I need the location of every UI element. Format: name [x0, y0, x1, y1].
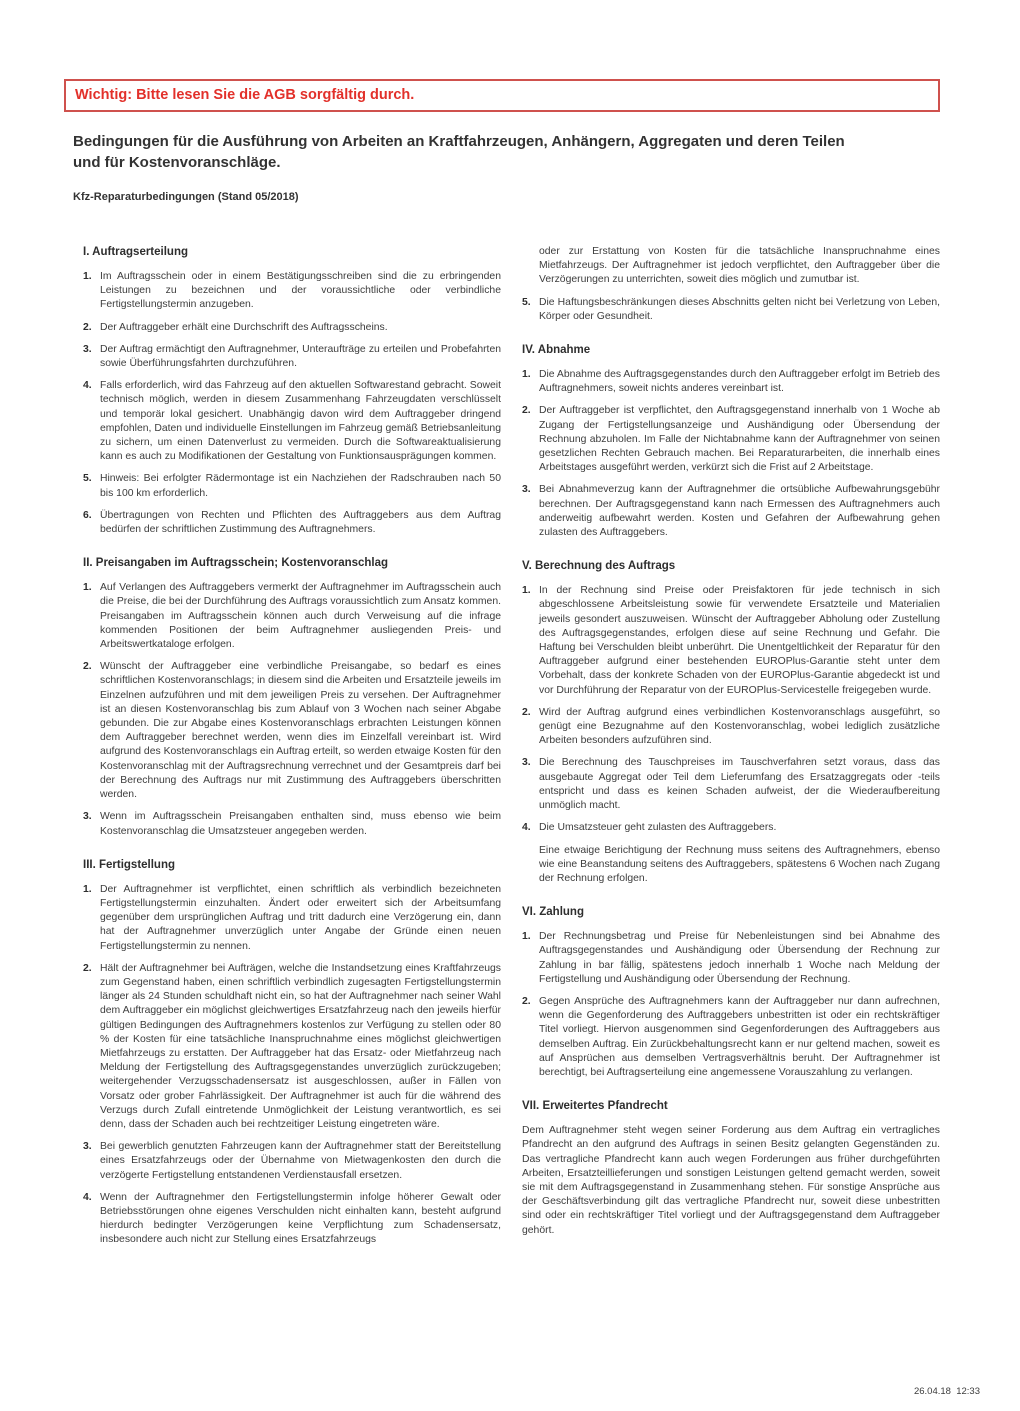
terms-paragraph [83, 1140, 501, 1183]
paragraph-number: 3. [83, 811, 92, 823]
paragraph-text: Hinweis: Bei erfolgter Rädermontage ist ein Nachziehen der Radschrauben nach 50 bis 100 km erforderlich. [100, 473, 501, 499]
terms-paragraph [522, 706, 940, 749]
paragraph-text: Der Auftrag ermächtigt den Auftragnehmer, Unteraufträge zu erteilen und Probefahrten sowie Überführungsfahrten durchzuführen. [100, 343, 501, 370]
terms-paragraph [83, 581, 501, 652]
paragraph-text: Im Auftragsschein oder in einem Bestätigungsschreiben sind die zu erbringenden Leistungen zu bezeichnen und der voraussichtliche oder verbindliche Fertigstellungstermin anzugeben. [100, 271, 501, 311]
paragraph-text: Der Rechnungsbetrag und Preise für Nebenleistungen sind bei Abnahme des Auftragsgegenstandes und Aushändigung oder Übersendung der Rechnung zur Zahlung in bar fällig, spätestens jedoch innerhalb 1 Woche nach Meldung der Fertigstellung und Aushändigung oder Übersendung der Rechnung. [539, 931, 940, 985]
terms-paragraph [83, 1191, 501, 1248]
paragraph-text: Die Berechnung des Tauschpreises im Tauschverfahren setzt voraus, dass das ausgebaute Aggregat oder Teil dem Lieferumfang des Ersatzaggregats oder -teils entspricht und dass es keinen Schaden aufweist, der die Wiederaufbereitung unmöglich macht. [539, 757, 940, 812]
terms-section [83, 556, 501, 838]
paragraph-number: 1. [83, 582, 92, 594]
paragraph-text: Wenn im Auftragsschein Preisangaben enthalten sind, muss ebenso wie beim Kostenvoranschlag die Umsatzsteuer angegeben werden. [100, 811, 501, 837]
terms-paragraph [83, 962, 501, 1132]
terms-paragraph [522, 404, 940, 475]
section-heading: V. Berechnung des Auftrags [522, 560, 676, 573]
paragraph-text: Bei Abnahmeverzug kann der Auftragnehmer die ortsübliche Aufbewahrungsgebühr berechnen. Der Auftragsgegenstand kann nach Ermessen des Auftragnehmers auch anderweitig aufbewahrt werden. Kosten und Gefahren der Aufbewahrung gehen zulasten des Auftraggebers. [539, 484, 940, 539]
terms-section [522, 245, 940, 324]
section-heading: II. Preisangaben im Auftragsschein; Kostenvoranschlag [83, 557, 389, 570]
section-heading: IV. Abnahme [522, 344, 591, 357]
terms-paragraph [522, 584, 940, 698]
terms-section [522, 343, 940, 540]
paragraph-text: In der Rechnung sind Preise oder Preisfaktoren für jede technisch in sich abgeschlossene Arbeitsleistung sowie für verwendete Ersatzteile und Materialien jeweils gesondert auszuweisen. Wünscht der Auftraggeber Abholung oder Zustellung des Auftragsgegenstandes, erfolgen diese auf seine Rechnung und Gefahr. Die Haftung bei Verschulden bleibt unberührt. Die Unentgeltlichkeit der Reparatur für den Auftraggeber aufgrund einer bestehenden EUROPlus-Garantie steht unter dem Vorbehalt, dass der konkrete Schaden von der EUROPlus-Garantie abgedeckt ist und vor Durchführung der Reparatur von der EUROPlus-Servicestelle freigegeben wurde. [539, 585, 940, 696]
terms-section [83, 858, 501, 1248]
column-right [522, 245, 940, 1267]
page-title: Bedingungen für die Ausführung von Arbeiten an Kraftfahrzeugen, Anhängern, Aggregaten und deren Teilen und für Kostenvoranschläge. [73, 133, 845, 171]
paragraph-number: 3. [83, 1141, 92, 1153]
paragraph-number: 2. [522, 995, 531, 1007]
terms-paragraph [83, 472, 501, 500]
paragraph-text: Wenn der Auftragnehmer den Fertigstellungstermin infolge höherer Gewalt oder Betriebsstörungen ohne eigenes Verschulden nicht einhalten kann, besteht aufgrund hierdurch bedingter Verzögerungen keine Verpflichtung zum Schadensersatz, insbesondere auch nicht zur Stellung eines Ersatzfahrzeugs [100, 1191, 501, 1246]
terms-section [522, 1099, 940, 1238]
paragraph-text: Eine etwaige Berichtigung der Rechnung muss seitens des Auftragnehmers, ebenso wie eine Beanstandung seitens des Auftraggebers, spätestens 6 Wochen nach Zugang der Rechnung erfolgen. [539, 844, 940, 884]
paragraph-text: Übertragungen von Rechten und Pflichten des Auftraggebers aus dem Auftrag bedürfen der schriftlichen Zustimmung des Auftragnehmers. [100, 509, 501, 536]
paragraph-text: Die Abnahme des Auftragsgegenstandes durch den Auftraggeber erfolgt im Betrieb des Auftragnehmers, soweit nichts anderes vereinbart ist. [539, 369, 940, 395]
section-heading: III. Fertigstellung [83, 858, 176, 871]
paragraph-number: 1. [522, 585, 531, 597]
paragraph-text: Wird der Auftrag aufgrund eines verbindlichen Kostenvoranschlags ausgeführt, so genügt eine Bezugnahme auf den Kostenvoranschlag, wobei lediglich zusätzliche Arbeiten besonders aufzuführen sind. [539, 706, 940, 747]
terms-paragraph [83, 810, 501, 838]
page-subtitle: Kfz-Reparaturbedingungen (Stand 05/2018) [73, 191, 299, 203]
paragraph-number: 2. [522, 706, 531, 718]
section-heading: VI. Zahlung [522, 906, 584, 919]
terms-paragraph [522, 995, 940, 1080]
terms-paragraph [522, 844, 940, 887]
paragraph-number: 1. [83, 883, 92, 895]
paragraph-text: Falls erforderlich, wird das Fahrzeug auf den aktuellen Softwarestand gebracht. Soweit technisch möglich, werden in diesem Zusammenhang Fahrzeugdaten verschlüsselt und temporär lokal gesichert. Unabhängig davon wird dem Auftraggeber dringend empfohlen, Daten und individuelle Einstellungen im Fahrzeug gemäß Betriebsanleitung zu sichern, um einen Datenverlust zu vermeiden. Durch die Softwareaktualisierung kann es auch zu Modifikationen der Gestaltung von Funktionsausprägungen kommen. [100, 380, 501, 463]
paragraph-number: 3. [522, 484, 531, 496]
terms-section [522, 559, 940, 886]
terms-paragraph [522, 483, 940, 540]
terms-paragraph [522, 821, 940, 835]
terms-paragraph [83, 379, 501, 464]
paragraph-number: 4. [83, 1191, 92, 1203]
paragraph-text: Die Umsatzsteuer geht zulasten des Auftraggebers. [539, 822, 777, 834]
terms-paragraph [522, 245, 940, 288]
print-timestamp: 26.04.18 12:33 [913, 1386, 980, 1397]
paragraph-number: 2. [522, 405, 531, 417]
paragraph-number: 2. [83, 321, 92, 333]
agb-notice-text: Wichtig: Bitte lesen Sie die AGB sorgfältig durch. [75, 87, 415, 103]
paragraph-text: Der Auftraggeber erhält eine Durchschrift des Auftragsscheins. [100, 321, 388, 333]
paragraph-number: 3. [522, 757, 531, 769]
two-column-body [83, 245, 941, 1267]
paragraph-text: Hält der Auftragnehmer bei Aufträgen, welche die Instandsetzung eines Kraftfahrzeugs zum Gegenstand haben, einen schriftlich verbindlich zugesagten Fertigstellungstermin länger als 24 Stunden schuldhaft nicht ein, so hat der Auftragnehmer nach seiner Wahl dem Auftraggeber ein möglichst gleichwertiges Ersatzfahrzeug nach den jeweils hierfür gültigen Bedingungen des Auftragnehmers kostenlos zur Verfügung zu stellen oder 80 % der Kosten für eine tatsächliche Inanspruchnahme eines möglichst gleichwertigen Mietfahrzeugs zu erstatten. Der Auftraggeber hat das Ersatz- oder Mietfahrzeug nach Meldung der Fertigstellung des Auftragsgegenstandes unverzüglich zurückzugeben; weitergehender Verzugsschadensersatz ist ausgeschlossen, außer in Fällen von Vorsatz oder grober Fahrlässigkeit. Der Auftragnehmer ist auch für die während des Verzugs durch Zufall eintretende Unmöglichkeit der Leistung verantwortlich, es sei denn, dass der Schaden auch bei rechtzeitiger Leistung eingetreten wäre. [100, 962, 501, 1130]
paragraph-number: 1. [522, 369, 531, 381]
paragraph-number: 1. [522, 931, 531, 943]
paragraph-text: Die Haftungsbeschränkungen dieses Abschnitts gelten nicht bei Verletzung von Leben, Körper oder Gesundheit. [539, 296, 940, 322]
agb-notice-box [64, 79, 940, 112]
paragraph-number: 5. [83, 473, 92, 485]
terms-paragraph [83, 883, 501, 954]
terms-paragraph [83, 509, 501, 537]
terms-section [83, 245, 501, 537]
paragraph-number: 6. [83, 509, 92, 521]
section-heading: I. Auftragserteilung [83, 246, 188, 258]
paragraph-number: 2. [83, 962, 92, 974]
terms-paragraph [522, 930, 940, 987]
paragraph-number: 5. [522, 296, 531, 308]
paragraph-text: Der Auftraggeber ist verpflichtet, den Auftragsgegenstand innerhalb von 1 Woche ab Zugang der Fertigstellungsanzeige und Aushändigung oder Übersendung der Rechnung abzuholen. Im Falle der Nichtabnahme kann der Auftragnehmer von seinen gesetzlichen Rechten Gebrauch machen. Bei Reparaturarbeiten, die innerhalb eines Arbeitstages ausgeführt werden, verkürzt sich die Frist auf 2 Arbeitstage. [539, 405, 940, 474]
terms-paragraph [522, 368, 940, 396]
paragraph-text: Der Auftragnehmer ist verpflichtet, einen schriftlich als verbindlich bezeichneten Fertigstellungstermin einzuhalten. Ändert oder erweitert sich der Arbeitsumfang gegenüber dem ursprünglichen Auftrag und tritt dadurch eine Verzögerung ein, dann hat der Auftragnehmer unverzüglich unter Angabe der Gründe einen neuen Fertigstellungstermin zu nennen. [100, 883, 501, 952]
terms-paragraph [83, 660, 501, 802]
paragraph-number: 3. [83, 343, 92, 355]
column-left [83, 245, 501, 1267]
paragraph-text: Dem Auftragnehmer steht wegen seiner Forderung aus dem Auftrag ein vertragliches Pfandrecht an den aufgrund des Auftrags in seinen Besitz gelangten Gegenständen zu. Das vertragliche Pfandrecht kann auch wegen Forderungen aus früher durchgeführten Arbeiten, Ersatzteillieferungen und sonstigen Leistungen geltend gemacht werden, soweit sie mit dem Auftragsgegenstand in Zusammenhang stehen. Für sonstige Ansprüche aus der Geschäftsverbindung gilt das vertragliche Pfandrecht nur, soweit diese unbestritten sind oder ein rechtskräftiger Titel vorliegt und der Auftragsgegenstand dem Auftraggeber gehört. [522, 1125, 940, 1236]
paragraph-text: oder zur Erstattung von Kosten für die tatsächliche Inanspruchnahme eines Mietfahrzeugs. Der Auftragnehmer ist jedoch verpflichtet, den Auftraggeber über die Verzögerungen zu unterrichten, soweit dies möglich und zumutbar ist. [539, 246, 940, 286]
terms-paragraph [83, 343, 501, 371]
paragraph-number: 4. [522, 822, 531, 834]
paragraph-text: Wünscht der Auftraggeber eine verbindliche Preisangabe, so bedarf es eines schriftlichen Kostenvoranschlags; in diesem sind die Arbeiten und Ersatzteile jeweils im Einzelnen aufzuführen und mit dem jeweiligen Preis zu versehen. Der Auftragnehmer ist an diesen Kostenvoranschlag bis zum Ablauf von 3 Wochen nach seiner Abgabe gebunden. Die zur Abgabe eines Kostenvoranschlags erbrachten Leistungen können dem Auftraggeber berechnet werden, wenn dies im Einzelfall vereinbart ist. Wird aufgrund des Kostenvoranschlags ein Auftrag erteilt, so werden etwaige Kosten für den Kostenvoranschlag mit der Auftragsrechnung verrechnet und der Gesamtpreis darf bei der Berechnung des Auftrags nur mit Zustimmung des Auftraggebers überschritten werden. [100, 661, 501, 801]
paragraph-text: Bei gewerblich genutzten Fahrzeugen kann der Auftragnehmer statt der Bereitstellung eines Ersatzfahrzeugs oder der Übernahme von Mietwagenkosten den durch die verzögerte Fertigstellung entstandenen Verdienstausfall ersetzen. [100, 1141, 501, 1181]
paragraph-number: 4. [83, 380, 92, 392]
terms-section [522, 905, 940, 1080]
paragraph-number: 1. [83, 271, 92, 282]
terms-paragraph [522, 1124, 940, 1238]
paragraph-number: 2. [83, 661, 92, 673]
section-heading: VII. Erweitertes Pfandrecht [522, 1100, 668, 1113]
paragraph-text: Auf Verlangen des Auftraggebers vermerkt der Auftragnehmer im Auftragsschein auch die Preise, die bei der Durchführung des Auftrags voraussichtlich zum Ansatz kommen. Preisangaben im Auftragsschein können auch durch Verweisung auf die infrage kommenden Positionen der beim Auftragnehmer ausliegenden Preis- und Arbeitswertkataloge erfolgen. [100, 582, 501, 651]
terms-paragraph [83, 270, 501, 313]
paragraph-text: Gegen Ansprüche des Auftragnehmers kann der Auftraggeber nur dann aufrechnen, wenn die Gegenforderung des Auftraggebers unbestritten ist oder ein rechtskräftiger Titel vorliegt. Hiervon ausgenommen sind Gegenforderungen des Auftraggebers aus demselben Auftrag. Ein Zurückbehaltungsrecht kann er nur geltend machen, soweit es auf Ansprüchen aus demselben Vertragsverhältnis beruht. Der Auftragnehmer ist berechtigt, bei Auftragserteilung eine angemessene Vorauszahlung zu verlangen. [539, 995, 940, 1078]
terms-paragraph [83, 321, 501, 335]
terms-paragraph [522, 756, 940, 813]
terms-paragraph [522, 296, 940, 324]
